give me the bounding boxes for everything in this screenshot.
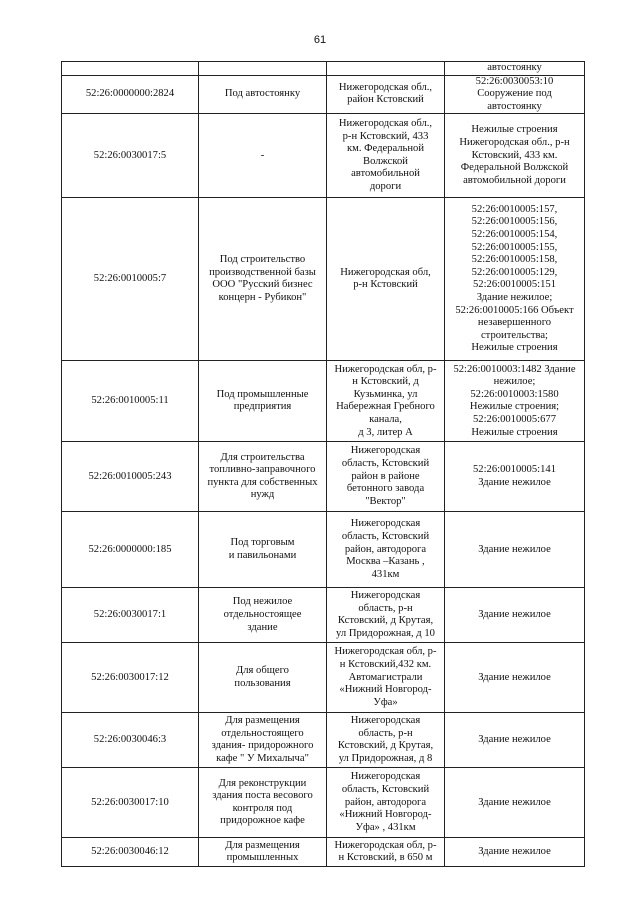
address-cell-text: Нижегородская обл, р- н Кстовский, в 650 м <box>334 839 437 864</box>
buildings-cell <box>445 768 585 838</box>
buildings-cell-text: 52:26:0010005:141 Здание нежилое <box>473 464 556 488</box>
buildings-cell-text: 52:26:0030053:10 Сооружение под автостоянку <box>475 75 554 112</box>
permitted-use-cell-text: Для реконструкции здания поста весового контроля под придорожное кафе <box>212 777 313 827</box>
buildings-cell <box>445 512 585 588</box>
cadastral-number-cell <box>62 114 199 198</box>
permitted-use-cell-text: Под промышленные предприятия <box>216 388 309 413</box>
address-cell <box>327 512 445 588</box>
buildings-cell <box>445 198 585 361</box>
buildings-cell-text: Здание нежилое <box>478 543 551 555</box>
table-row <box>62 114 585 198</box>
cadastral-number-cell-text: 52:26:0030017:10 <box>91 796 169 808</box>
cadastral-number-cell-text: 52:26:0030046:12 <box>91 846 169 858</box>
address-cell-text: Нижегородская область, Кстовский район, автодорога Москва –Казань , 431км <box>341 518 430 580</box>
permitted-use-cell-text: Под строительство производственной базы ООО "Русский бизнес концерн - Рубикон" <box>209 254 316 303</box>
buildings-cell <box>445 75 585 114</box>
address-cell <box>327 198 445 361</box>
permitted-use-cell <box>199 512 327 588</box>
table-row <box>62 198 585 361</box>
table-row <box>62 588 585 643</box>
page-number: 61 <box>313 34 327 46</box>
permitted-use-cell <box>199 588 327 643</box>
address-cell-text: Нижегородская обл, р- н Кстовский,432 км. Автомагистрали «Нижний Новгород- Уфа» <box>334 646 437 708</box>
address-cell <box>327 114 445 198</box>
table-row <box>62 442 585 512</box>
address-cell-text: Нижегородская обл., р-н Кстовский, 433 км. Федеральной Волжской автомобильной дороги <box>338 118 433 193</box>
cadastral-number-cell <box>62 75 199 114</box>
buildings-cell-text: Здание нежилое <box>478 671 551 683</box>
address-cell-text: Нижегородская обл, р- н Кстовский, д Кузьминка, ул Набережная Гребного канала, д 3, литер А <box>334 363 437 438</box>
permitted-use-cell-text: Для общего пользования <box>234 665 291 689</box>
permitted-use-cell <box>199 361 327 442</box>
cadastral-number-cell-text: 52:26:0000000:2824 <box>85 88 175 100</box>
permitted-use-cell <box>199 198 327 361</box>
cadastral-number-cell-text: 52:26:0000000:185 <box>88 543 172 555</box>
address-cell <box>327 75 445 114</box>
address-cell <box>327 588 445 643</box>
cadastral-number-cell <box>62 198 199 361</box>
address-cell-text: Нижегородская область, Кстовский район, автодорога «Нижний Новгород- Уфа» , 431км <box>339 771 432 833</box>
permitted-use-cell <box>199 713 327 768</box>
permitted-use-cell <box>199 838 327 867</box>
cadastral-number-cell <box>62 768 199 838</box>
cadastral-number-cell <box>62 361 199 442</box>
cadastral-number-cell-text: 52:26:0010005:11 <box>91 395 169 407</box>
cadastral-number-cell-text: 52:26:0030046:3 <box>93 734 167 746</box>
cadastral-number-cell <box>62 643 199 713</box>
land-plots-table <box>61 61 585 867</box>
cadastral-number-cell-text: 52:26:0030017:5 <box>93 149 167 161</box>
table-body <box>62 62 585 867</box>
buildings-cell <box>445 361 585 442</box>
permitted-use-cell-text: Для строительства топливно-заправочного пункта для собственных нужд <box>207 451 318 501</box>
address-cell <box>327 62 445 76</box>
cadastral-number-cell <box>62 838 199 867</box>
address-cell <box>327 838 445 867</box>
address-cell <box>327 713 445 768</box>
permitted-use-cell-text: Для размещения промышленных <box>225 839 300 864</box>
buildings-cell <box>445 588 585 643</box>
cadastral-number-cell <box>62 62 199 76</box>
table-row <box>62 62 585 76</box>
address-cell-text: Нижегородская область, Кстовский район в районе бетонного завода "Вектор" <box>341 445 430 507</box>
permitted-use-cell <box>199 768 327 838</box>
address-cell-text: Нижегородская обл., район Кстовский <box>338 81 433 106</box>
buildings-cell <box>445 62 585 76</box>
buildings-cell-text: Здание нежилое <box>478 609 551 621</box>
permitted-use-cell-text: Под автостоянку <box>224 88 301 100</box>
buildings-cell <box>445 713 585 768</box>
address-cell-text: Нижегородская область, р-н Кстовский, д Крутая, ул Придорожная, д 10 <box>336 590 435 639</box>
table-row <box>62 512 585 588</box>
permitted-use-cell-text: Под торговым и павильонами <box>228 537 297 561</box>
table-row <box>62 838 585 867</box>
permitted-use-cell-text: Для размещения отдельностоящего здания- придорожного кафе " У Михалыча" <box>211 715 314 764</box>
permitted-use-cell <box>199 114 327 198</box>
cadastral-number-cell-text: 52:26:0030017:12 <box>91 671 169 683</box>
permitted-use-cell <box>199 643 327 713</box>
buildings-cell <box>445 643 585 713</box>
buildings-cell <box>445 114 585 198</box>
cadastral-number-cell <box>62 588 199 643</box>
address-cell-text: Нижегородская обл, р-н Кстовский <box>340 266 431 291</box>
address-cell <box>327 643 445 713</box>
table-row <box>62 713 585 768</box>
buildings-cell-text: Здание нежилое <box>478 734 551 746</box>
address-cell <box>327 361 445 442</box>
cadastral-number-cell <box>62 442 199 512</box>
address-cell <box>327 768 445 838</box>
table-row <box>62 768 585 838</box>
address-cell-text: Нижегородская область, р-н Кстовский, д Крутая, ул Придорожная, д 8 <box>337 715 434 764</box>
cadastral-number-cell <box>62 512 199 588</box>
table-row <box>62 75 585 114</box>
buildings-cell <box>445 442 585 512</box>
cadastral-number-cell-text: 52:26:0010005:243 <box>88 470 172 482</box>
table-row <box>62 361 585 442</box>
cadastral-number-cell-text: 52:26:0030017:1 <box>93 609 167 621</box>
permitted-use-cell <box>199 75 327 114</box>
buildings-cell-text: Здание нежилое <box>478 796 551 808</box>
cadastral-number-cell-text: 52:26:0010005:7 <box>93 273 167 285</box>
buildings-cell-text: Нежилые строения Нижегородская обл., р-н Кстовский, 433 км. Федеральной Волжской автомобильной дороги <box>459 124 570 186</box>
buildings-cell <box>445 838 585 867</box>
buildings-cell-text: 52:26:0010005:157, 52:26:0010005:156, 52:26:0010005:154, 52:26:0010005:155, 52:26:0010005:158, 52:26:0010005:129, 52:26:0010005:151 Здание нежилое; 52:26:0010005:166 Объект незавершенного строительства; Нежилые строения <box>455 203 574 354</box>
permitted-use-cell <box>199 442 327 512</box>
address-cell <box>327 442 445 512</box>
permitted-use-cell <box>199 62 327 76</box>
buildings-cell-text: Здание нежилое <box>478 846 551 858</box>
cadastral-number-cell <box>62 713 199 768</box>
buildings-cell-text: автостоянку <box>487 62 542 73</box>
permitted-use-cell-text: - <box>260 149 265 161</box>
buildings-cell-text: 52:26:0010003:1482 Здание нежилое; 52:26:0010003:1580 Нежилые строения; 52:26:0010005:677 Нежилые строения <box>453 363 576 438</box>
permitted-use-cell-text: Под нежилое отдельностоящее здание <box>223 596 302 633</box>
table-row <box>62 643 585 713</box>
